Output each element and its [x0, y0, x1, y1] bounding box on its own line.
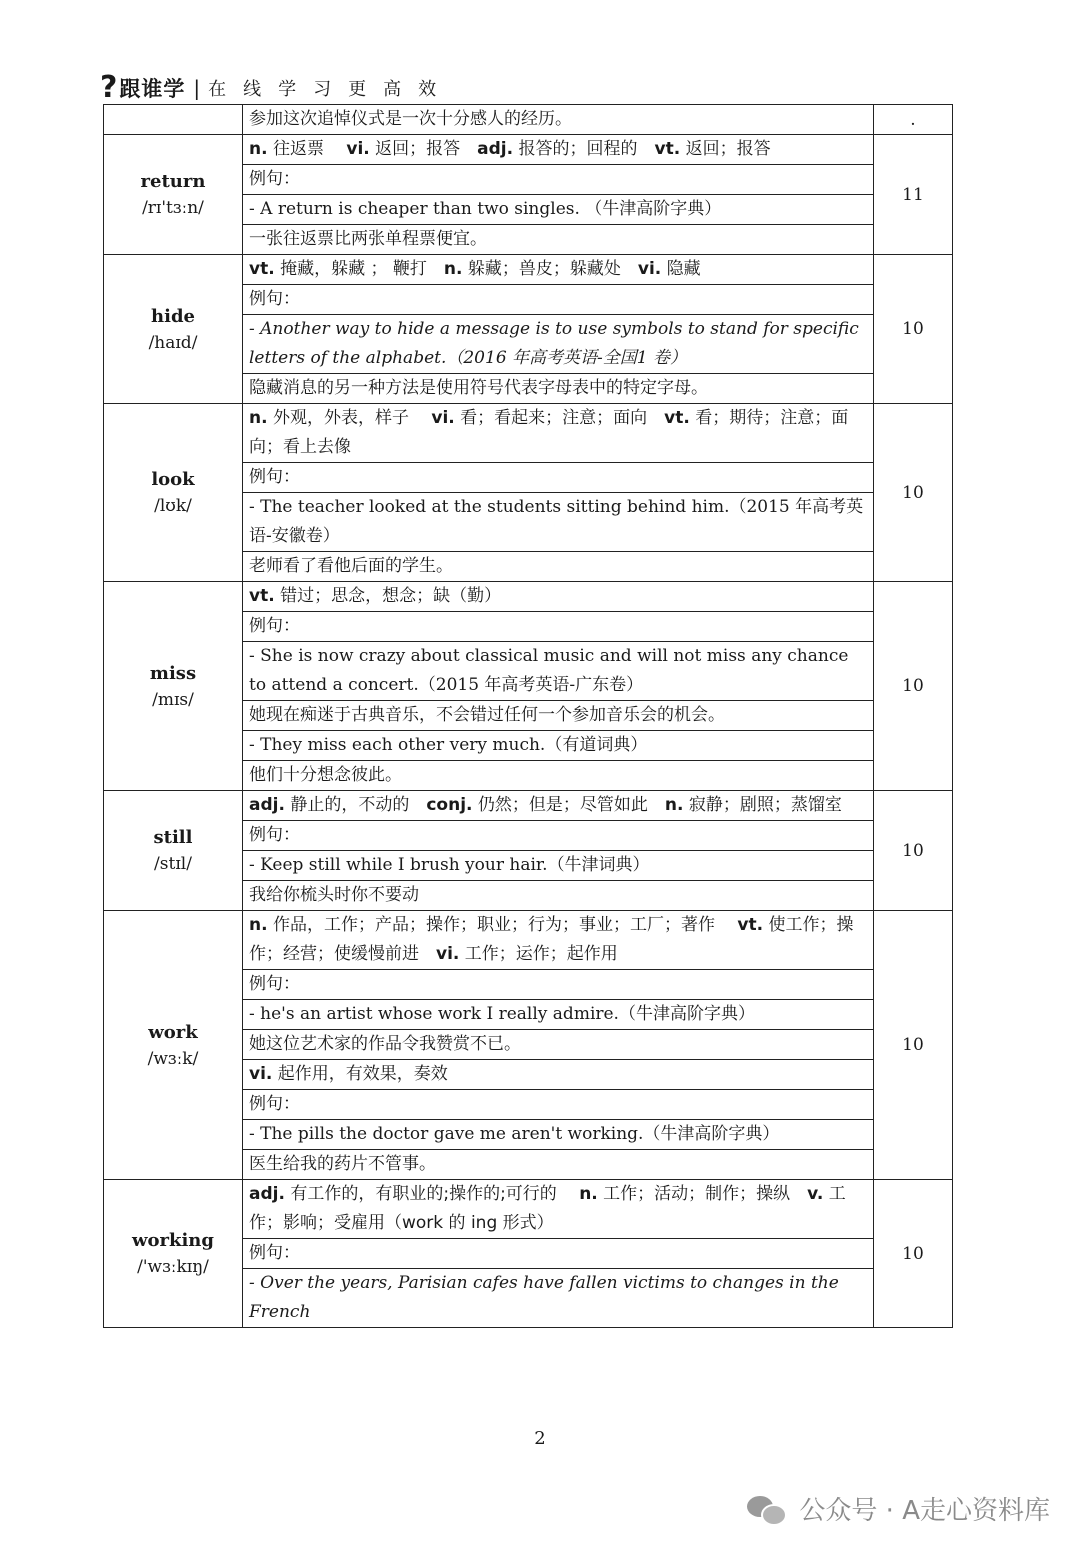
phonetic: /wɜːk/ [147, 1048, 199, 1069]
count-cell: 10 [874, 791, 953, 911]
definition-line: n. 作品，工作；产品；操作；职业；行为；事业；工厂；著作 vt. 使工作；操作；经营；使缓慢前进 vi. 工作；运作；起作用 [243, 911, 874, 970]
header-separator: | [193, 76, 201, 100]
phonetic: /mɪs/ [152, 689, 194, 710]
count-cell: 10 [874, 404, 953, 582]
chinese-line: 例句： [243, 821, 874, 851]
chinese-line: 例句： [243, 463, 874, 493]
phonetic: /'wɜːkɪŋ/ [137, 1257, 209, 1277]
chinese-line: 老师看了看他后面的学生。 [243, 552, 874, 582]
word-cell [104, 582, 243, 791]
table-row [104, 582, 953, 612]
table-row-continuation [104, 105, 953, 135]
definition-line: n. 往返票 vi. 返回；报答 adj. 报答的；回程的 vt. 返回；报答 [243, 135, 874, 165]
chinese-line: 例句： [243, 285, 874, 315]
example-sentence: - Another way to hide a message is to use symbols to stand for specific letters of the alphabet.（2016 年高考英语-全国1 卷） [243, 315, 874, 374]
example-sentence: - The teacher looked at the students sitting behind him.（2015 年高考英语-安徽卷） [243, 493, 874, 552]
headword: look [151, 469, 195, 490]
chinese-line: 例句： [243, 165, 874, 195]
phonetic: /lʊk/ [154, 496, 192, 516]
chinese-line: 隐藏消息的另一种方法是使用符号代表字母表中的特定字母。 [243, 374, 874, 404]
page-header [100, 72, 960, 104]
definition-line: vt. 掩藏，躲藏 ； 鞭打 n. 躲藏；兽皮；躲藏处 vi. 隐藏 [243, 255, 874, 285]
phonetic: /haɪd/ [148, 332, 198, 353]
chinese-line: 例句： [243, 970, 874, 1000]
example-sentence: - The pills the doctor gave me aren't working.（牛津高阶字典） [243, 1120, 874, 1150]
definition-line: adj. 静止的，不动的 conj. 仍然；但是；尽管如此 n. 寂静；剧照；蒸馏室 [243, 791, 874, 821]
example-sentence: - They miss each other very much.（有道词典） [243, 731, 874, 761]
table-row [104, 1180, 953, 1239]
count-cell: 10 [874, 1180, 953, 1328]
table-row [104, 911, 953, 970]
definition-line: vi. 起作用，有效果，奏效 [243, 1060, 874, 1090]
count-cell: 10 [874, 255, 953, 404]
chinese-line: 例句： [243, 612, 874, 642]
example-sentence: - Over the years, Parisian cafes have fallen victims to changes in the French [243, 1269, 874, 1328]
headword: return [140, 171, 206, 192]
word-cell [104, 255, 243, 404]
headword: hide [151, 305, 195, 327]
chinese-line: 她这位艺术家的作品令我赞赏不已。 [243, 1030, 874, 1060]
table-row [104, 791, 953, 821]
headword: miss [149, 662, 197, 684]
watermark [747, 1490, 1050, 1527]
count-cell: 10 [874, 911, 953, 1180]
word-cell [104, 791, 243, 911]
definition-line: adj. 有工作的，有职业的;操作的;可行的 n. 工作；活动；制作；操纵 v. 工作；影响；受雇用（work 的 ing 形式） [243, 1180, 874, 1239]
continuation-sentence: 参加这次追悼仪式是一次十分感人的经历。 [243, 105, 874, 135]
page-number: 2 [534, 1428, 546, 1449]
chinese-line: 例句： [243, 1239, 874, 1269]
chinese-line: 他们十分想念彼此。 [243, 761, 874, 791]
word-cell [104, 1180, 243, 1328]
chinese-line: 她现在痴迷于古典音乐，不会错过任何一个参加音乐会的机会。 [243, 701, 874, 731]
example-sentence: - he's an artist whose work I really admire.（牛津高阶字典） [243, 1000, 874, 1030]
chinese-line: 一张往返票比两张单程票便宜。 [243, 225, 874, 255]
chinese-line: 我给你梳头时你不要动 [243, 881, 874, 911]
word-cell-empty [104, 105, 243, 135]
table-row [104, 404, 953, 463]
count-cell: 10 [874, 582, 953, 791]
headword: still [153, 827, 193, 848]
definition-line: n. 外观，外表，样子 vi. 看；看起来；注意；面向 vt. 看；期待；注意；面向；看上去像 [243, 404, 874, 463]
word-cell [104, 404, 243, 582]
logo-question-icon: ? [100, 70, 118, 105]
table-row [104, 135, 953, 165]
example-sentence: - A return is cheaper than two singles. （牛津高阶字典） [243, 195, 874, 225]
chinese-line: 例句： [243, 1090, 874, 1120]
headword: work [148, 1021, 198, 1043]
watermark-text: 公众号 · A走心资料库 [799, 1496, 1050, 1526]
count-cell: . [874, 105, 953, 135]
word-cell [104, 911, 243, 1180]
logo-text: 跟谁学 [119, 77, 186, 101]
example-sentence: - She is now crazy about classical music and will not miss any chance to attend a concert.（2015 年高考英语-广东卷） [243, 642, 874, 701]
count-cell: 11 [874, 135, 953, 255]
headword: working [132, 1230, 214, 1251]
chinese-line: 医生给我的药片不管事。 [243, 1150, 874, 1180]
phonetic: /rɪ'tɜːn/ [142, 198, 204, 218]
phonetic: /stɪl/ [154, 854, 192, 874]
example-sentence: - Keep still while I brush your hair.（牛津词典） [243, 851, 874, 881]
definition-line: vt. 错过；思念，想念；缺（勤） [243, 582, 874, 612]
word-cell [104, 135, 243, 255]
table-row [104, 255, 953, 285]
wechat-icon [747, 1494, 787, 1524]
vocabulary-table [103, 104, 953, 1328]
header-slogan: 在线学习更高效 [208, 79, 454, 100]
